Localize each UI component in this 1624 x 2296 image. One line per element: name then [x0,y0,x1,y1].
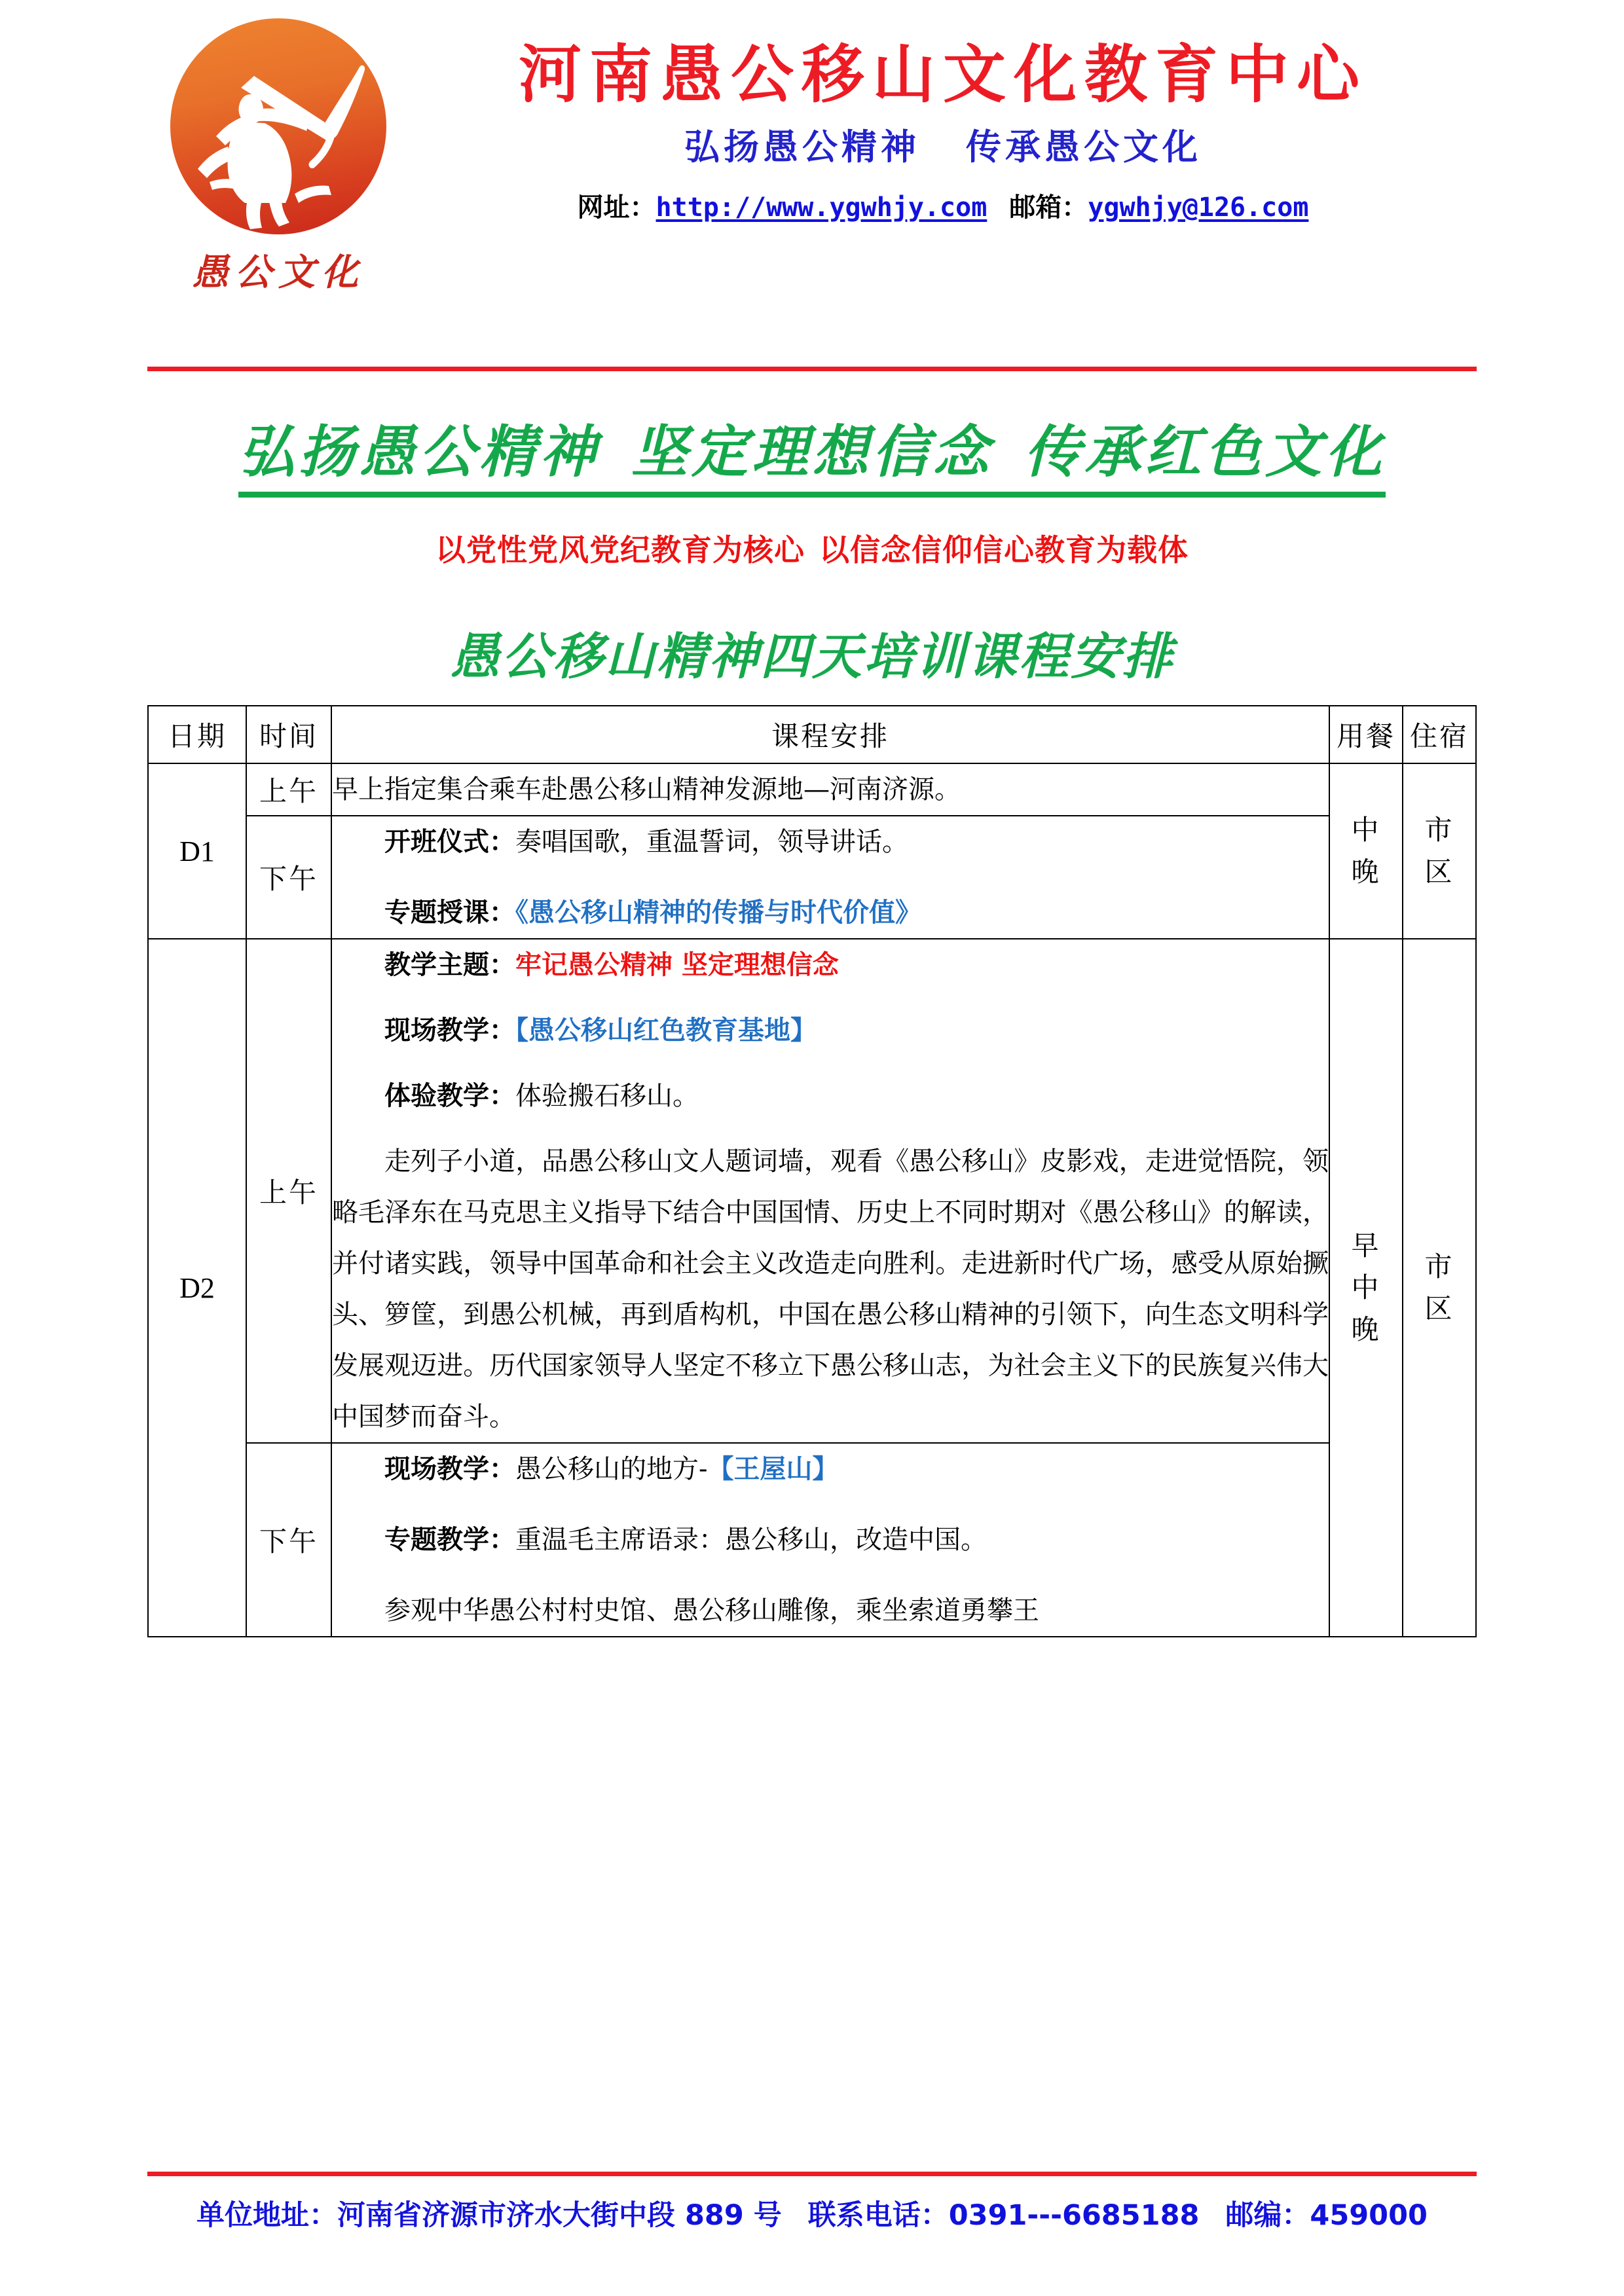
organization-slogan [409,119,1477,170]
block-label: 体验教学： [384,1080,515,1111]
organization-name: 河南愚公移山文化教育中心 [519,37,1367,111]
time-d2-morning: 上午 [246,939,331,1443]
phone-label: 联系电话： [807,2199,949,2232]
course-paragraph: 参观中华愚公村村史馆、愚公移山雕像，乘坐索道勇攀王 [384,1595,1039,1626]
block-label: 现场教学： [384,1453,515,1484]
stay-line-2: 区 [1424,1292,1454,1324]
day-code-d2: D2 [148,939,246,1637]
zip-label: 邮编： [1225,2199,1310,2232]
meal-line-1: 早 [1351,1230,1381,1262]
footer-divider-rule [147,2172,1477,2176]
header-course: 课程安排 [331,706,1329,763]
red-banner-part1: 以党性党风党纪教育为核心 [435,532,805,568]
website-label: 网址： [577,192,656,223]
block-text-highlight: 牢记愚公精神 坚定理想信念 [515,949,839,980]
header-stay: 住宿 [1403,706,1476,763]
block-text: 愚公移山的地方- [515,1454,708,1484]
course-paragraph: 走列子小道，品愚公移山文人题词墙，观看《愚公移山》皮影戏，走进觉悟院，领略毛泽东在马克思主义指导下结合中国国情、历史上不同时期对《愚公移山》的解读，并付诸实践，领导中国革命和社会主义改造走向胜利。走进新时代广场，感受从原始撅头、箩筐，到愚公机械，再到盾构机，中国在愚公移山精神的引领下，向生态文明科学发展观迈进。历代国家领导人坚定不移立下愚公移山志，为社会主义下的民族复兴伟大中国梦而奋斗。 [332,1146,1329,1432]
course-line [332,1005,1329,1056]
course-d2-morning [331,939,1329,1443]
meal-d2 [1329,939,1403,1637]
green-banner-wrap [147,407,1477,498]
stay-line-1: 市 [1424,1250,1454,1283]
website-link[interactable]: http://www.ygwhjy.com [655,192,987,223]
logo-block [147,0,409,296]
email-link[interactable]: ygwhjy@126.com [1088,192,1309,223]
course-line [332,1514,1329,1565]
email-label: 邮箱： [1009,192,1088,223]
phone-value: 0391---6685188 [948,2199,1200,2232]
meal-line-1: 中 [1351,814,1381,847]
page-footer [147,2172,1477,2233]
time-d1-morning: 上午 [246,763,331,816]
block-label: 现场教学： [384,1015,515,1046]
course-d1-morning [331,763,1329,816]
letterhead-text [409,0,1477,224]
footer-contact-line [147,2193,1477,2233]
slogan-right: 传承愚公文化 [966,125,1202,168]
logo-caption: 愚公文化 [192,251,365,294]
course-line [332,1444,1329,1495]
block-label: 开班仪式： [384,826,515,857]
schedule-table [147,705,1477,1637]
stay-d1 [1403,763,1476,939]
red-banner [147,526,1477,570]
yugong-logo-icon [170,18,386,234]
time-d2-afternoon: 下午 [246,1443,331,1637]
stay-line-1: 市 [1424,814,1454,847]
course-line [332,939,1329,991]
table-header-row [148,706,1476,763]
zip-value: 459000 [1310,2199,1428,2232]
stay-d2 [1403,939,1476,1637]
table-row [148,816,1476,939]
course-line [332,816,1329,867]
header-divider-rule [147,367,1477,371]
course-line [332,1070,1329,1121]
address-label: 单位地址： [196,2199,338,2232]
block-text: 体验搬石移山。 [515,1081,699,1111]
course-d2-afternoon [331,1443,1329,1637]
table-row [148,939,1476,1443]
green-banner-part1: 弘扬愚公精神 [238,419,600,485]
day-code-d1: D1 [148,763,246,939]
header-date: 日期 [148,706,246,763]
block-label: 教学主题： [384,949,515,980]
block-text: 奏唱国歌，重温誓词，领导讲话。 [515,827,908,857]
meal-line-2: 晚 [1351,856,1381,888]
green-banner-part2: 坚定理想信念 [631,419,993,485]
red-banner-part2: 以信念信仰信心教育为载体 [819,532,1189,568]
meal-line-2: 中 [1351,1271,1381,1304]
course-text: 早上指定集合乘车赴愚公移山精神发源地—河南济源。 [332,774,961,805]
block-text-highlight: 【王屋山】 [707,1453,839,1484]
block-label: 专题教学： [384,1524,515,1555]
green-banner [238,407,1386,498]
header-meal: 用餐 [1329,706,1403,763]
course-d1-afternoon [331,816,1329,939]
stay-line-2: 区 [1424,856,1454,888]
contact-line [409,187,1477,224]
course-line [332,887,1329,938]
schedule-title: 愚公移山精神四天培训课程安排 [450,627,1174,685]
block-text: 重温毛主席语录：愚公移山，改造中国。 [515,1525,987,1555]
meal-d1 [1329,763,1403,939]
block-text-highlight: 《愚公移山精神的传播与时代价值》 [515,897,921,928]
green-banner-part3: 传承红色文化 [1024,419,1386,485]
table-row [148,763,1476,816]
table-row [148,1443,1476,1637]
block-text-highlight: 【愚公移山红色教育基地】 [515,1015,817,1046]
slogan-left: 弘扬愚公精神 [684,125,920,168]
address-value: 河南省济源市济水大街中段 889 号 [337,2199,782,2232]
time-d1-afternoon: 下午 [246,816,331,939]
meal-line-3: 晚 [1351,1313,1381,1345]
header-time: 时间 [246,706,331,763]
letterhead [147,0,1477,367]
block-label: 专题授课： [384,897,515,928]
